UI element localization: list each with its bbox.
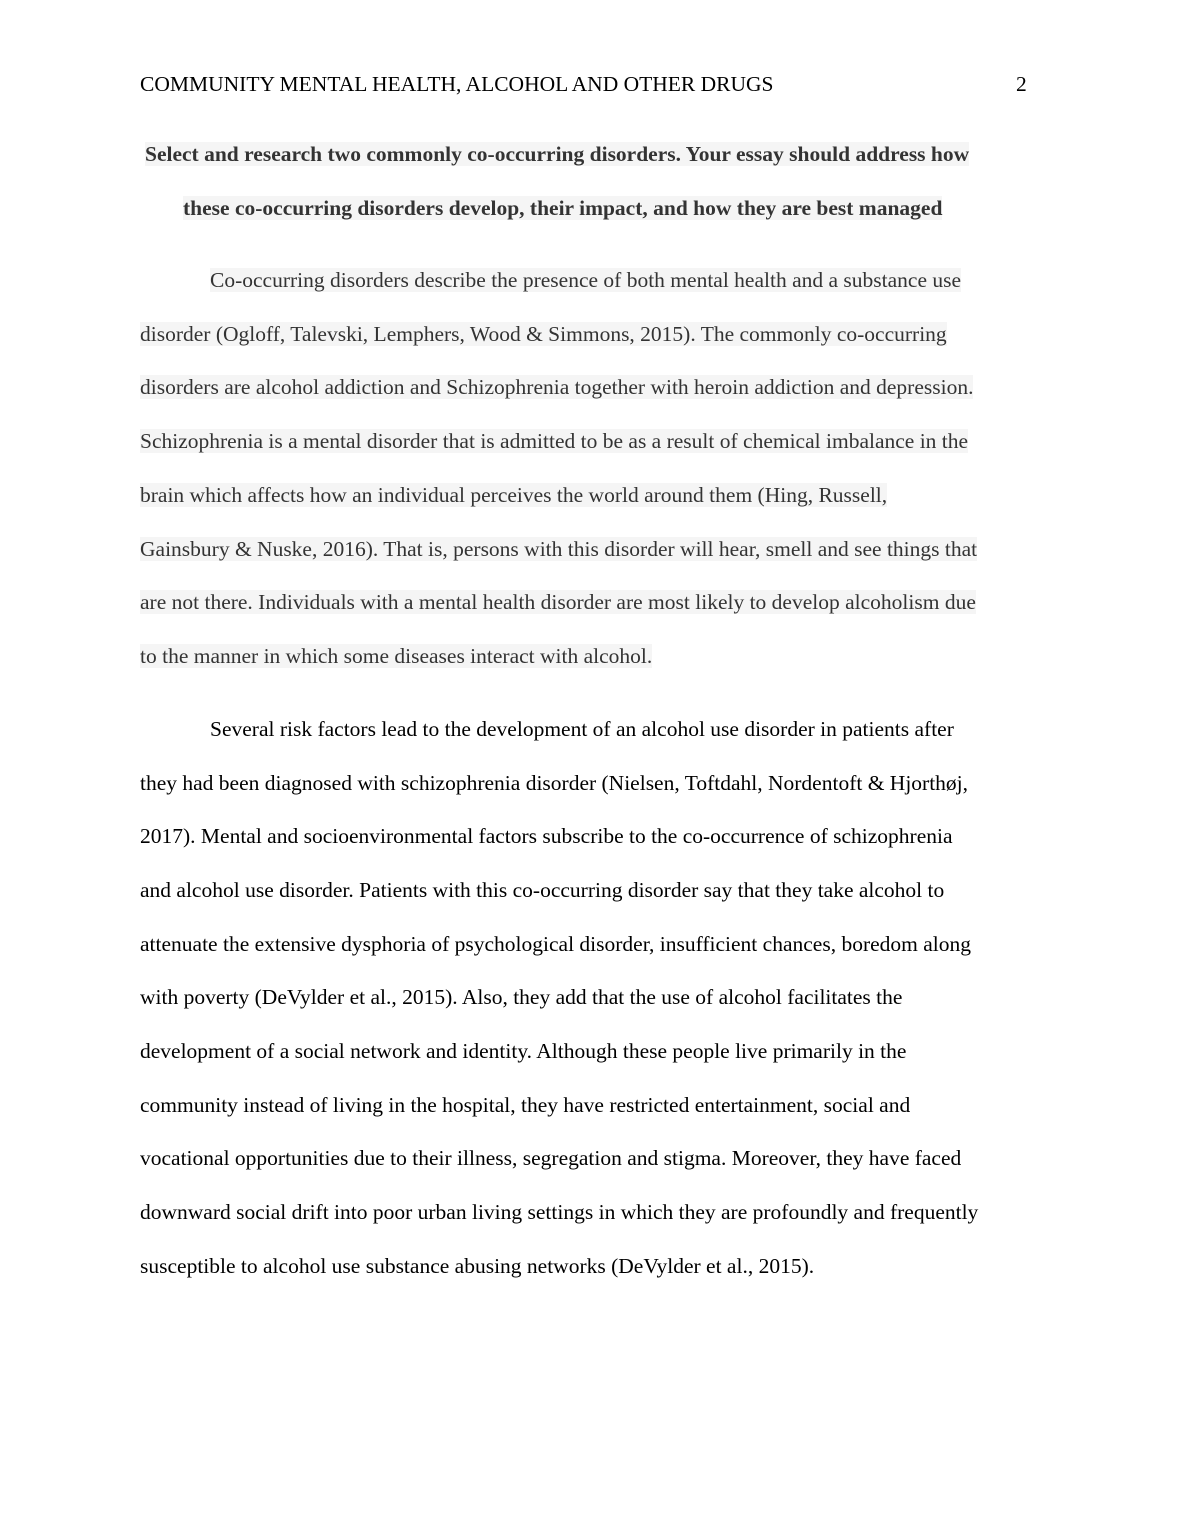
paragraph-1-line	[210, 253, 961, 307]
paragraph-2-line: attenuate the extensive dysphoria of psychological disorder, insufficient chances, boredom along	[140, 932, 972, 956]
paragraph-2-line: and alcohol use disorder. Patients with this co-occurring disorder say that they take alcohol to	[140, 878, 945, 902]
paragraph-1-line-text: are not there. Individuals with a mental health disorder are most likely to develop alcoholism due	[140, 590, 976, 614]
paragraph-1-line-text: to the manner in which some diseases interact with alcohol.	[140, 644, 653, 668]
paragraph-1-line-text: disorder (Ogloff, Talevski, Lemphers, Wood & Simmons, 2015). The commonly co-occurring	[140, 322, 947, 346]
paragraph-1-line	[140, 468, 887, 522]
essay-title-line-2-text: these co-occurring disorders develop, their impact, and how they are best managed	[183, 196, 943, 220]
paragraph-1-line	[140, 307, 947, 361]
paragraph-1-line	[140, 522, 977, 576]
paragraph-2-line: community instead of living in the hospital, they have restricted entertainment, social and	[140, 1093, 911, 1117]
paragraph-1-line	[140, 414, 968, 468]
paragraph-1-line-text: Co-occurring disorders describe the presence of both mental health and a substance use	[210, 268, 962, 292]
essay-title-line-2	[183, 181, 942, 235]
paragraph-1-line-text: brain which affects how an individual perceives the world around them (Hing, Russell,	[140, 483, 888, 507]
paragraph-2-line: downward social drift into poor urban living settings in which they are profoundly and frequently	[140, 1200, 979, 1224]
paragraph-2-line: development of a social network and identity. Although these people live primarily in the	[140, 1039, 907, 1063]
paragraph-2-line: susceptible to alcohol use substance abusing networks (DeVylder et al., 2015).	[140, 1254, 815, 1278]
paragraph-1-line	[140, 629, 652, 683]
paragraph-2-line: they had been diagnosed with schizophrenia disorder (Nielsen, Toftdahl, Nordentoft & Hjorthøj,	[140, 771, 969, 795]
paragraph-1-line	[140, 360, 973, 414]
paragraph-1-line-text: Schizophrenia is a mental disorder that is admitted to be as a result of chemical imbalance in the	[140, 429, 969, 453]
essay-title-line-1-text: Select and research two commonly co-occurring disorders. Your essay should address how	[145, 142, 970, 166]
running-head: COMMUNITY MENTAL HEALTH, ALCOHOL AND OTHER DRUGS	[140, 72, 774, 96]
paragraph-1-line-text: Gainsbury & Nuske, 2016). That is, persons with this disorder will hear, smell and see things that	[140, 537, 978, 561]
paragraph-2-line: with poverty (DeVylder et al., 2015). Also, they add that the use of alcohol facilitates the	[140, 985, 903, 1009]
essay-title-line-1	[145, 127, 969, 181]
paragraph-1-line	[140, 575, 976, 629]
paragraph-1-line-text: disorders are alcohol addiction and Schizophrenia together with heroin addiction and depression.	[140, 375, 974, 399]
paragraph-2-line: vocational opportunities due to their illness, segregation and stigma. Moreover, they have faced	[140, 1146, 962, 1170]
page-number: 2	[1016, 72, 1027, 96]
paragraph-2-line: Several risk factors lead to the development of an alcohol use disorder in patients after	[210, 717, 954, 741]
paragraph-2-line: 2017). Mental and socioenvironmental factors subscribe to the co-occurrence of schizophrenia	[140, 824, 953, 848]
